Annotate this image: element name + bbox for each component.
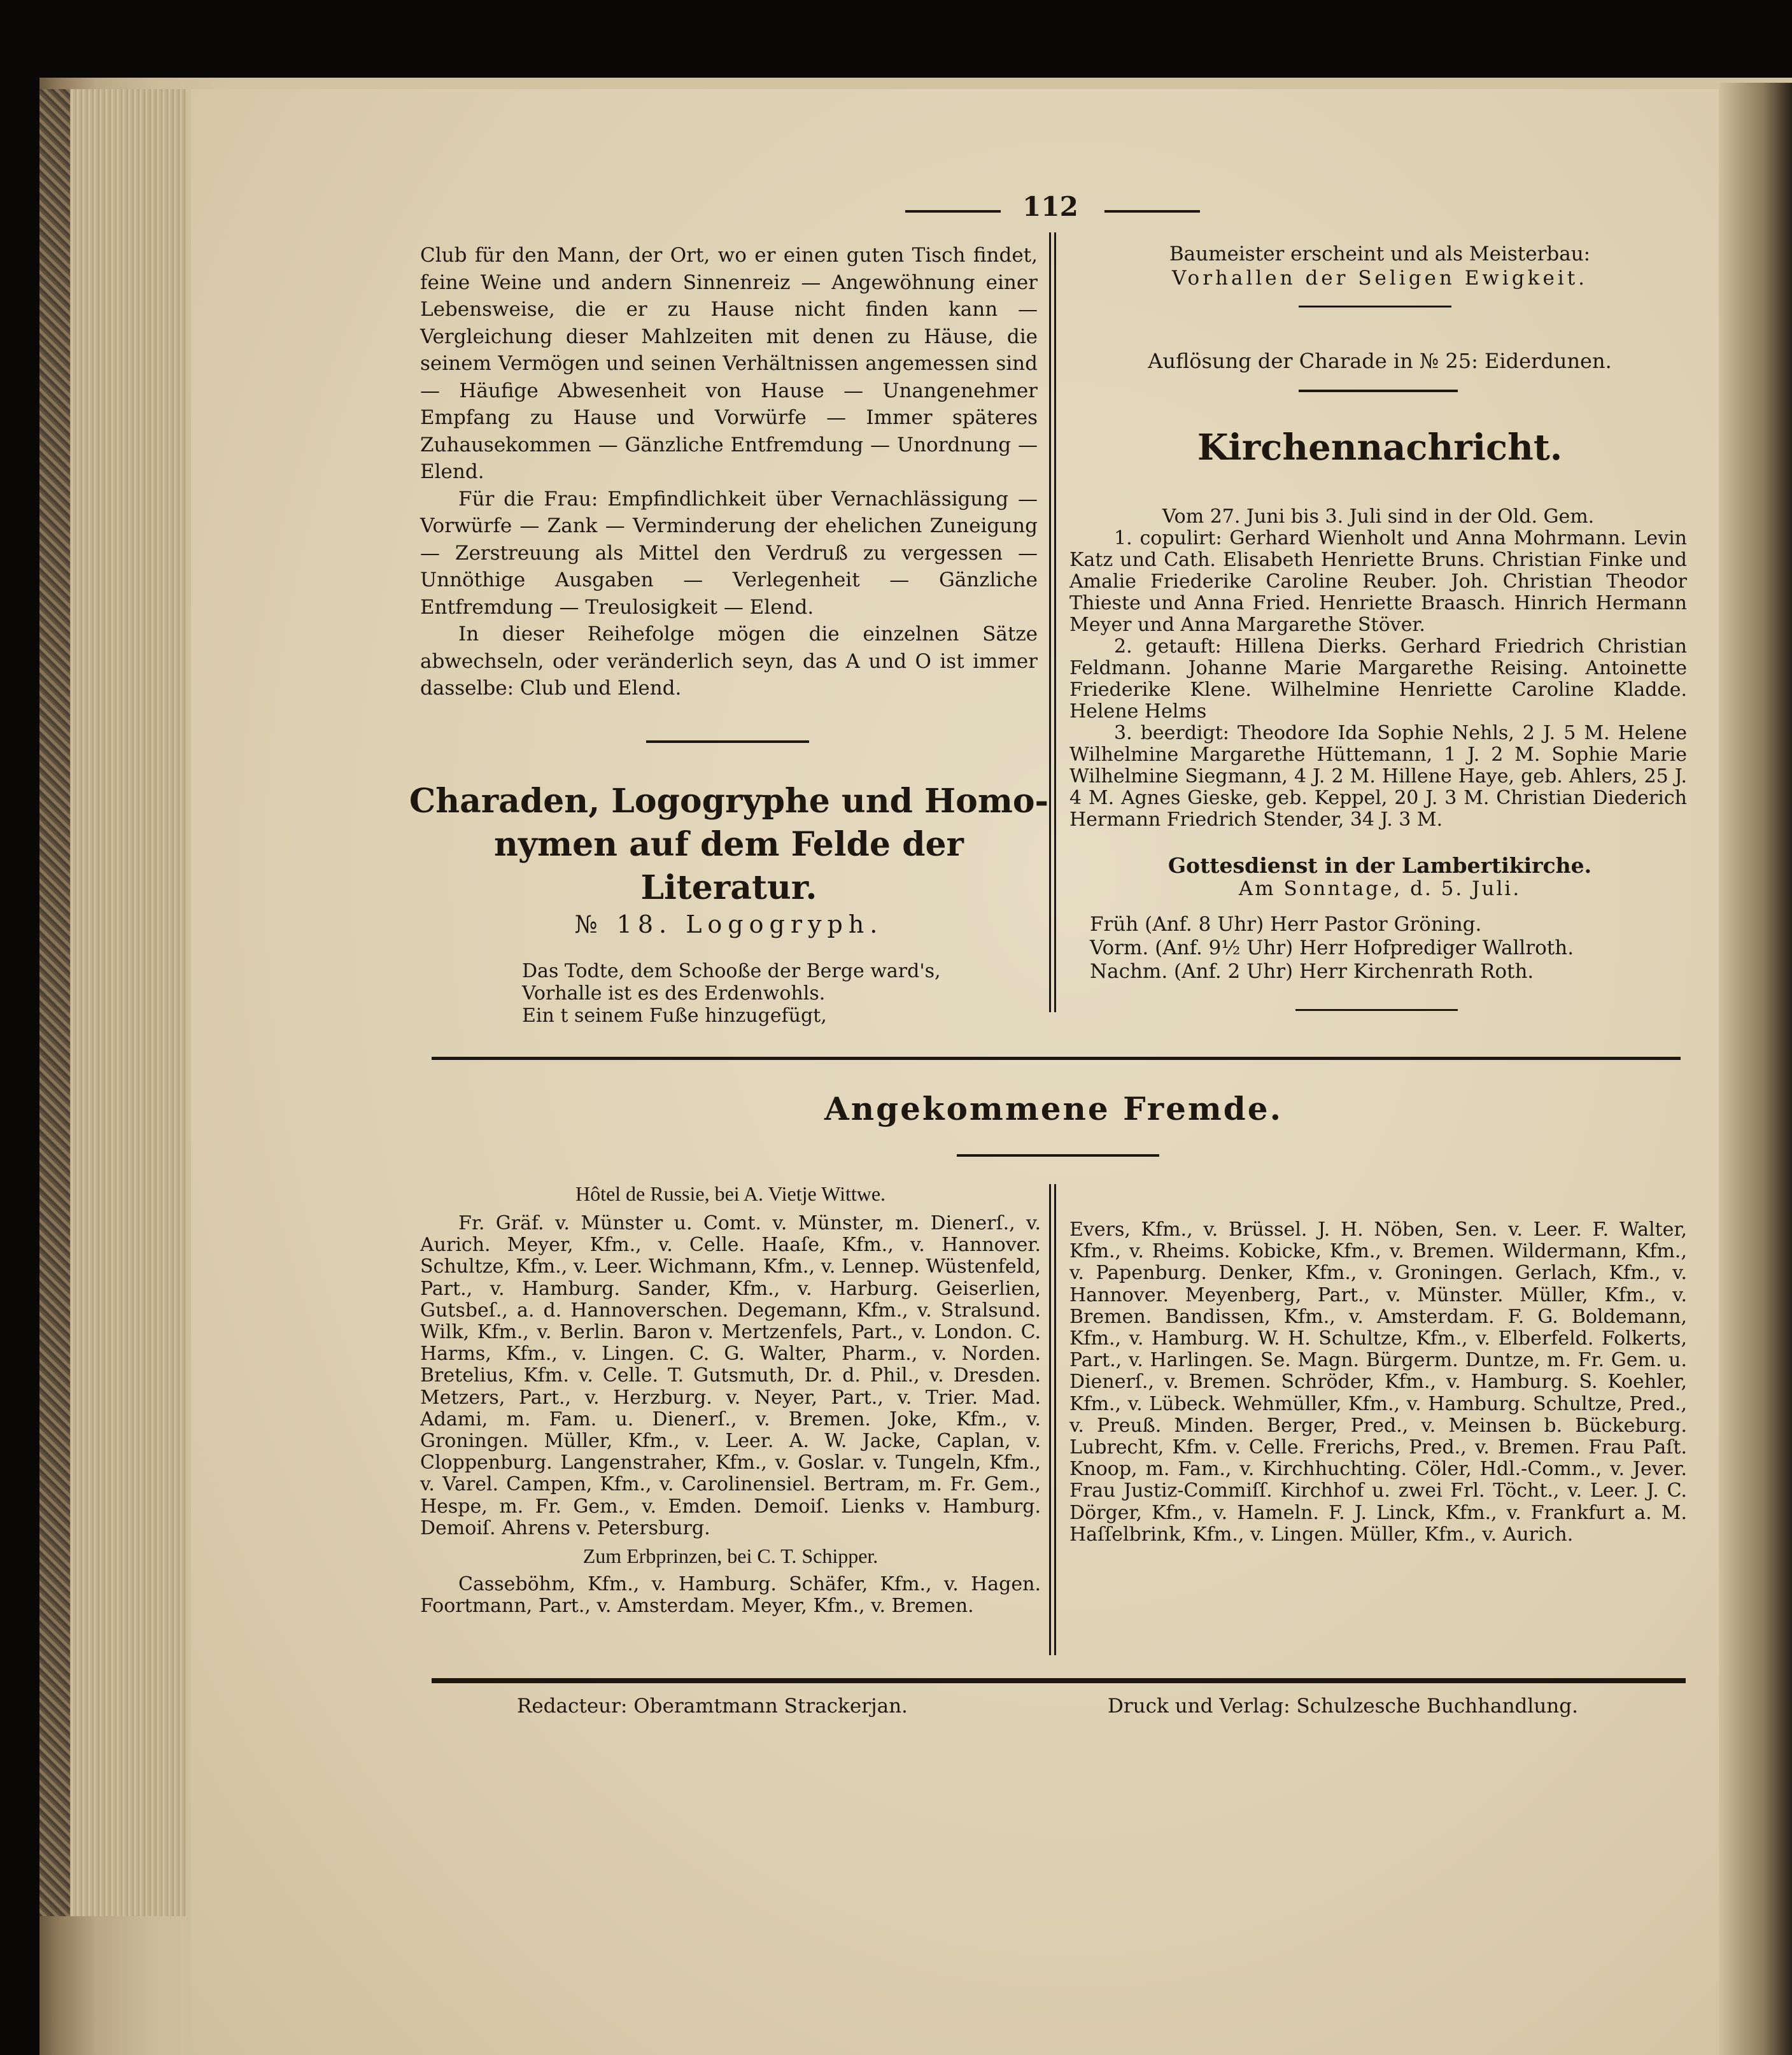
- header-rule-right: [1104, 210, 1200, 213]
- arrivals-left-column: [420, 1181, 1041, 1617]
- column-divider-right: [1054, 1184, 1056, 1655]
- poem-line: Baumeister erscheint und als Meisterbau:: [1169, 243, 1591, 265]
- service-line: Früh (Anf. 8 Uhr) Herr Pastor Gröning.: [1090, 913, 1482, 936]
- charades-heading-line2: nymen auf dem Felde der Literatur.: [494, 825, 964, 907]
- column-divider-left: [1049, 232, 1051, 1012]
- section-rule: [646, 740, 809, 743]
- wife-paragraph: Für die Frau: Empfindlichkeit über Vernachlässigung — Vorwürfe — Zank — Verminderung der ehelichen Zuneigung — Zerstreuung als Mittel den Verdruß zu vergessen — Unnöthige Ausgaben — Verlegenheit — Gänzliche Entfremdung — Treulosigkeit — Elend.: [420, 487, 1038, 619]
- hotel2-heading: Zum Erbprinzen, bei C. T. Schipper.: [582, 1544, 878, 1568]
- page-gutter: [1719, 83, 1792, 2055]
- page-number: 112: [1022, 191, 1078, 222]
- service-date: Am Sonntage, d. 5. Juli.: [1238, 877, 1521, 900]
- left-column: [420, 242, 1038, 702]
- section-rule: [1295, 1009, 1458, 1011]
- poem-line: Vorhallen der Seligen Ewigkeit.: [1171, 267, 1588, 290]
- service-line: Vorm. (Anf. 9½ Uhr) Herr Hofprediger Wallroth.: [1090, 936, 1574, 959]
- marbled-edge: [39, 89, 70, 1916]
- hotel1-guests: Fr. Gräf. v. Münster u. Comt. v. Münster, m. Dienerſ., v. Aurich. Meyer, Kfm., v. Celle. Haaſe, Kfm., v. Hannover. Schultze, Kfm., v. Leer. Wichmann, Kfm., v. Lennep. Wüstenfeld, Part., v. Hamburg. Sander, Kfm., v. Harburg. Geiserlien, Gutsbeſ., a. d. Hannoverschen. Degemann, Kfm., v. Stralsund. Wilk, Kfm., v. Berlin. Baron v. Mertzenfels, Part., v. London. C. Harms, Kfm., v. Lingen. C. G. Walter, Pharm., v. Norden. Bretelius, Kfm. v. Celle. T. Gutsmuth, Dr. d. Phil., v. Dresden. Metzers, Part., v. Herzburg. v. Neyer, Part., v. Trier. Mad. Adami, m. Fam. u. Dienerſ., v. Bremen. Joke, Kfm., v. Groningen. Müller, Kfm., v. Leer. A. W. Jacke, Caplan, v. Cloppenburg. Langenstraher, Kfm., v. Goslar. v. Tungeln, Kfm., v. Varel. Campen, Kfm., v. Carolinensiel. Bertram, m. Fr. Gem., Hespe, m. Fr. Gem., v. Emden. Demoiſ. Lienks v. Hamburg. Demoiſ. Ahrens v. Petersburg.: [420, 1212, 1041, 1539]
- poem-line: Ein t seinem Fuße hinzugefügt,: [522, 1005, 827, 1027]
- full-width-rule: [432, 1057, 1681, 1060]
- church-heading: Kirchennachricht.: [1197, 427, 1563, 469]
- intro-paragraph: Club für den Mann, der Ort, wo er einen guten Tisch findet, feine Weine und andern Sinnenreiz — Angewöhnung einer Lebensweise, die er zu Hause nicht finden kann — Vergleichung dieser Mahlzeiten mit denen zu Häuse, die seinem Vermögen und seinen Verhältnissen angemessen sind — Häufige Abwesenheit von Hause — Unangenehmer Empfang zu Hause und Vorwürfe — Immer späteres Zuhausekommen — Gänzliche Entfremdung — Unordnung — Elend.: [420, 244, 1038, 483]
- church-news: [1069, 506, 1687, 831]
- poem: [522, 960, 1031, 1027]
- arrivals-heading: Angekommene Fremde.: [824, 1090, 1283, 1127]
- baptized-list: 2. getauft: Hillena Dierks. Gerhard Friedrich Christian Feldmann. Johanne Marie Margarethe Reising. Antoinette Friederike Klene. Wilhelmine Henriette Caroline Kladde. Helene Helms: [1069, 635, 1687, 723]
- charades-heading: [407, 780, 1050, 910]
- copulated-list: 1. copulirt: Gerhard Wienholt und Anna Mohrmann. Levin Katz und Cath. Elisabeth Henriette Bruns. Christian Finke und Amalie Friederike Caroline Reuber. Joh. Christian Theodor Thieste und Anna Fried. Henriette Braasch. Hinrich Hermann Meyer und Anna Margarethe Stöver.: [1069, 527, 1687, 636]
- section-rule: [1299, 306, 1451, 307]
- church-intro: Vom 27. Juni bis 3. Juli sind in der Old. Gem.: [1162, 505, 1595, 528]
- section-rule: [957, 1154, 1159, 1157]
- column-divider-right: [1054, 232, 1056, 1012]
- buried-list: 3. beerdigt: Theodore Ida Sophie Nehls, 2 J. 5 M. Helene Wilhelmine Margarethe Hüttemann, 1 J. 2 M. Sophie Marie Wilhelmine Siegmann, 4 J. 2 M. Hillene Haye, geb. Ahlers, 25 J. 4 M. Agnes Gieske, geb. Keppel, 20 J. 3 M. Christian Diederich Hermann Friedrich Stender, 34 J. 3 M.: [1069, 722, 1687, 831]
- arrivals-right-column: Evers, Kfm., v. Brüssel. J. H. Nöben, Sen. v. Leer. F. Walter, Kfm., v. Rheims. Kobicke, Kfm., v. Bremen. Wildermann, Kfm., v. Papenburg. Denker, Kfm., v. Groningen. Gerlach, Kfm., v. Hannover. Meyenberg, Part., v. Münster. Müller, Kfm., v. Bremen. Bandissen, Kfm., v. Amsterdam. F. G. Boldemann, Kfm., v. Hamburg. W. H. Schultze, Kfm., v. Elberfeld. Folkerts, Part., v. Harlingen. Se. Magn. Bürgerm. Duntze, m. Fr. Gem. u. Dienerſ., v. Bremen. Schröder, Kfm., v. Hamburg. S. Koehler, Kfm., v. Lübeck. Wehmüller, Kfm., v. Hamburg. Schultze, Pred., v. Preuß. Minden. Berger, Pred., v. Meinsen b. Bückeburg. Lubrecht, Kfm. v. Celle. Frerichs, Pred., v. Bremen. Frau Paſt. Knoop, m. Fam., v. Kirchhuchting. Cöler, Hdl.-Comm., v. Jever. Frau Justiz-Commiſſ. Kirchhof u. zwei Frl. Töcht., v. Leer. J. C. Dörger, Kfm., v. Hameln. F. J. Linck, Kfm., v. Frankfurt a. M. Haſſelbrink, Kfm., v. Lingen. Müller, Kfm., v. Aurich.: [1069, 1218, 1687, 1546]
- header-rule-left: [905, 210, 1001, 213]
- poem-line: Vorhalle ist es des Erdenwohls.: [522, 982, 826, 1005]
- service-line: Nachm. (Anf. 2 Uhr) Herr Kirchenrath Roth.: [1090, 960, 1534, 983]
- poem-line: Das Todte, dem Schooße der Berge ward's,: [522, 960, 941, 982]
- hotel1-heading: Hôtel de Russie, bei A. Vietje Wittwe.: [575, 1182, 886, 1205]
- footer-editor: Redacteur: Oberamtmann Strackerjan.: [517, 1695, 908, 1718]
- footer-rule: [432, 1678, 1686, 1683]
- logogryph-title: № 18. Logogryph.: [574, 910, 884, 938]
- service-times: [1090, 913, 1695, 984]
- poem-continuation: [1069, 242, 1690, 290]
- charades-heading-line1: Charaden, Logogryphe und Homo-: [409, 782, 1049, 821]
- charade-solution: Auflösung der Charade in № 25: Eiderdunen.: [1148, 349, 1612, 373]
- column-divider-left: [1049, 1184, 1051, 1655]
- closing-paragraph: In dieser Reihefolge mögen die einzelnen Sätze abwechseln, oder veränderlich seyn, das A und O ist immer dasselbe: Club und Elend.: [420, 623, 1038, 700]
- footer-printer: Druck und Verlag: Schulzesche Buchhandlung.: [1108, 1695, 1578, 1718]
- section-rule: [1299, 390, 1458, 392]
- service-heading: Gottesdienst in der Lambertikirche.: [1168, 853, 1592, 878]
- hotel2-guests: Casseböhm, Kfm., v. Hamburg. Schäfer, Kfm., v. Hagen. Foortmann, Part., v. Amsterdam. Meyer, Kfm., v. Bremen.: [420, 1573, 1041, 1618]
